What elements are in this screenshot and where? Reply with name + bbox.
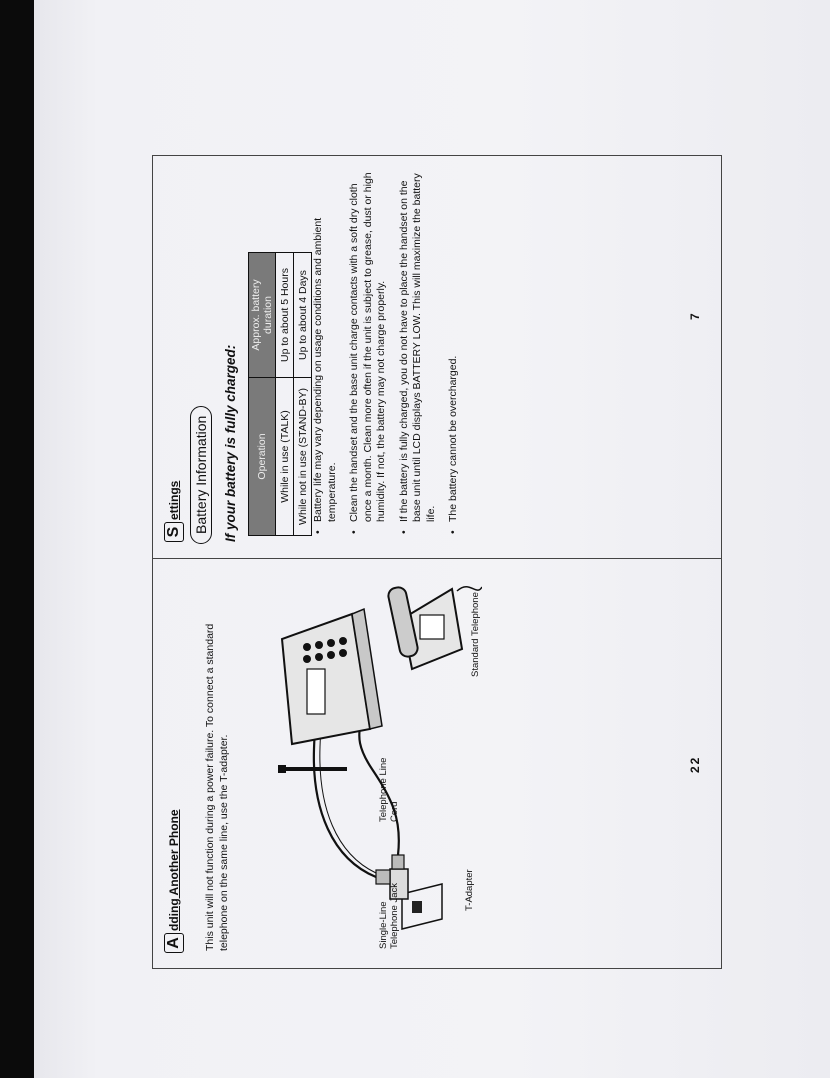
section-letter-box: S <box>164 522 184 542</box>
list-item: • Battery life may vary depending on usage conditions and ambient temperature. <box>312 169 339 534</box>
cordless-base-icon <box>278 609 382 773</box>
left-page <box>152 559 722 969</box>
adding-phone-heading <box>164 809 184 953</box>
t-adapter-label: T-Adapter <box>464 869 475 911</box>
table-header-row <box>249 253 276 536</box>
battery-duration-table <box>248 252 312 536</box>
table-row <box>276 253 294 536</box>
cord-label: Telephone Line Cord <box>378 757 400 822</box>
standard-telephone-icon <box>387 586 482 669</box>
section-letter-box: A <box>164 933 184 953</box>
table-header: Operation <box>249 378 276 536</box>
section-heading-text: ettings <box>167 480 181 520</box>
list-item: • Clean the handset and the base unit charge contacts with a soft dry cloth once a month. Clean more often if the unit is subject to grease, dust or high humidity. If not, the battery may not charge properly. <box>348 169 389 534</box>
table-cell: Up to about 5 Hours <box>276 253 294 378</box>
adding-phone-paragraph: This unit will not function during a power failure. To connect a standard telephone on the same line, use the T-adapter. <box>204 623 230 951</box>
rotated-manual-spread <box>152 155 722 969</box>
jack-label: Single-Line Telephone Jack <box>378 882 400 949</box>
table-cell: While in use (TALK) <box>276 378 294 536</box>
table-cell: Up to about 4 Days <box>294 253 312 378</box>
fully-charged-subtitle: If your battery is fully charged: <box>223 344 238 542</box>
table-row <box>294 253 312 536</box>
battery-information-title: Battery Information <box>190 406 212 544</box>
battery-notes-list <box>312 169 470 534</box>
section-heading-text: dding Another Phone <box>167 809 181 931</box>
right-page <box>152 155 722 558</box>
page-number-left: 22 <box>688 755 702 773</box>
connection-diagram <box>252 559 482 969</box>
settings-heading <box>164 481 184 542</box>
list-item: • The battery cannot be overcharged. <box>447 169 461 534</box>
page-number-right: 7 <box>688 313 702 320</box>
scan-dark-edge <box>0 0 34 1078</box>
standard-phone-label: Standard Telephone <box>470 592 481 677</box>
list-item: • If the battery is fully charged, you do not have to place the handset on the base unit until LCD displays BATTERY LOW. This will maximize the battery life. <box>398 169 439 534</box>
table-header: Approx. battery duration <box>249 253 276 378</box>
table-cell: While not in use (STAND-BY) <box>294 378 312 536</box>
